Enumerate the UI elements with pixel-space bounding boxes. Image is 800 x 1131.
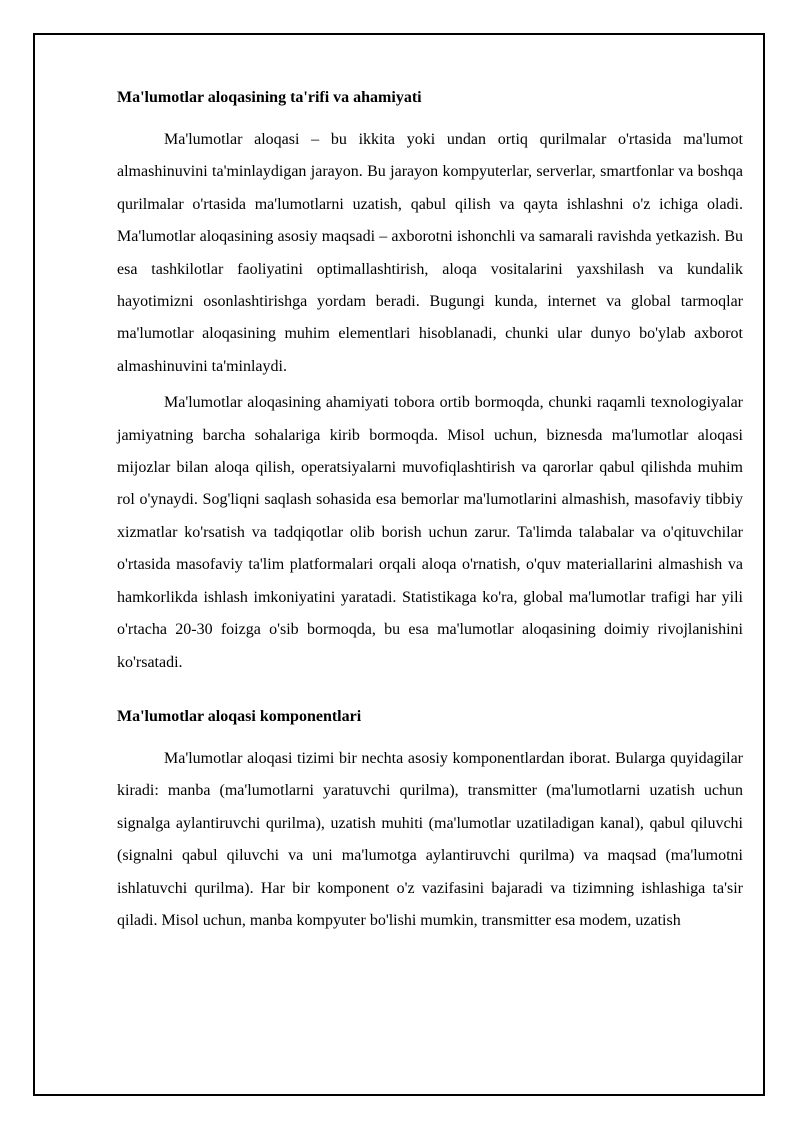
paragraph: Ma'lumotlar aloqasi tizimi bir nechta asosiy komponentlardan iborat. Bularga quyidagilar kiradi: manba (ma'lumotlarni yaratuvchi qurilma), transmitter (ma'lumotlarni uzatish uchun signalga aylantiruvchi qurilma), uzatish muhiti (ma'lumotlar uzatiladigan kanal), qabul qiluvchi (signalni qabul qiluvchi va uni ma'lumotga aylantiruvchi qurilma) va maqsad (ma'lumotni ishlatuvchi qurilma). Har bir komponent o'z vazifasini bajaradi va tizimning ishlashiga ta'sir qiladi. Misol uchun, manba kompyuter bo'lishi mumkin, transmitter esa modem, uzatish (117, 749, 743, 929)
section-heading: Ma'lumotlar aloqasi komponentlari (117, 707, 362, 725)
section-heading: Ma'lumotlar aloqasining ta'rifi va ahamiyati (117, 89, 422, 106)
paragraph: Ma'lumotlar aloqasining ahamiyati tobora ortib bormoqda, chunki raqamli texnologiyalar jamiyatning barcha sohalariga kirib bormoqda. Misol uchun, biznesda ma'lumotlar aloqasi mijozlar bilan aloqa qilish, operatsiyalarni muvofiqlashtirish va qarorlar qabul qilishda muhim rol o'ynaydi. Sog'liqni saqlash sohasida esa bemorlar ma'lumotlarini almashish, masofaviy tibbiy xizmatlar ko'rsatish va tadqiqotlar olib borish uchun zarur. Ta'limda talabalar va o'qituvchilar o'rtasida masofaviy ta'lim platformalari orqali aloqa o'rnatish, o'quv materiallarini almashish va hamkorlikda ishlash imkoniyatini yaratadi. Statistikaga ko'ra, global ma'lumotlar trafigi har yili o'rtacha 20-30 foizga o'sib bormoqda, bu esa ma'lumotlar aloqasining doimiy rivojlanishini ko'rsatadi. (117, 394, 743, 671)
paragraph: Ma'lumotlar aloqasi – bu ikkita yoki undan ortiq qurilmalar o'rtasida ma'lumot almashinuvini ta'minlaydigan jarayon. Bu jarayon kompyuterlar, serverlar, smartfonlar va boshqa qurilmalar o'rtasida ma'lumotlarni uzatish, qabul qilish va qayta ishlashni o'z ichiga oladi. Ma'lumotlar aloqasining asosiy maqsadi – axborotni ishonchli va samarali ravishda yetkazish. Bu esa tashkilotlar faoliyatini optimallashtirish, aloqa vositalarini yaxshilash va kundalik hayotimizni osonlashtirishga yordam beradi. Bugungi kunda, internet va global tarmoqlar ma'lumotlar aloqasining muhim elementlari hisoblanadi, chunki ular dunyo bo'ylab axborot almashinuvini ta'minlaydi. (117, 131, 743, 375)
document-body (117, 88, 743, 937)
